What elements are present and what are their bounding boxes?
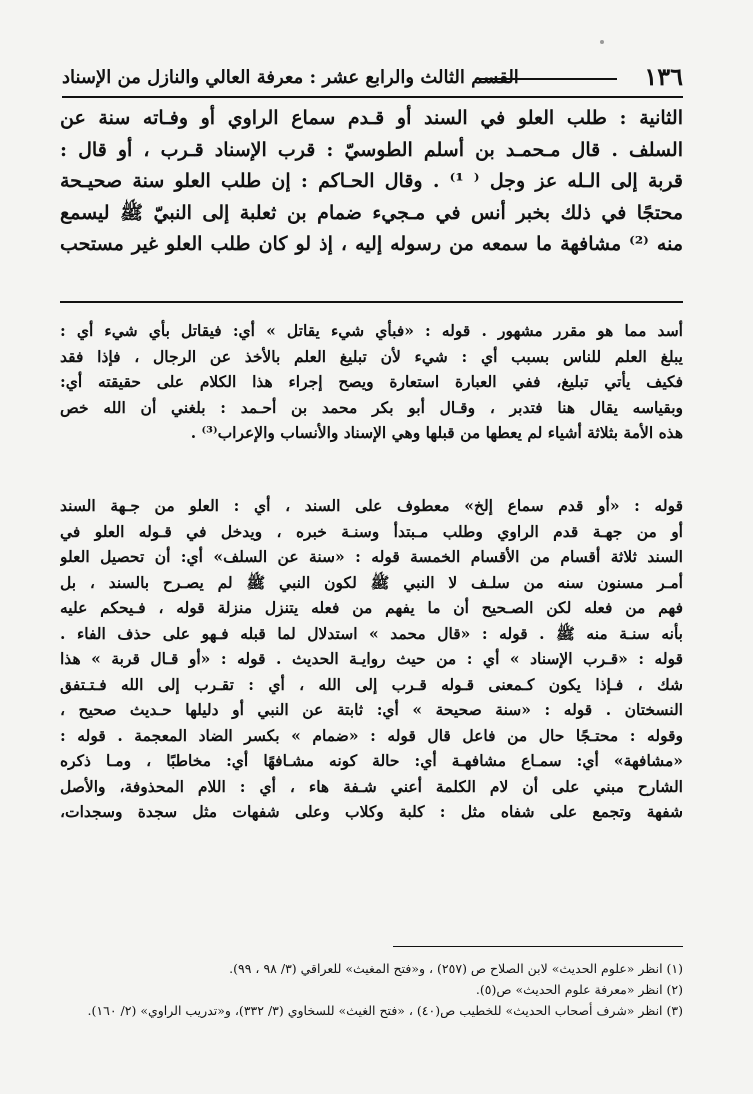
footnote: (١) انظر «علوم الحديث» لابن الصلاح ص (٢٥٧) ، و«فتح المغيث» للعراقي (٣/ ٩٨ ، ٩٩). <box>229 961 683 976</box>
main-separator <box>60 301 683 303</box>
page-number: ١٣٦ <box>644 62 683 91</box>
main-line: منه ⁽²⁾ مشافهة ما سمعه من رسوله إليه ، إذ لو كان طلب العلو غير مستحب <box>60 233 683 255</box>
commentary-line: النسختان . قوله : «سنة صحيحة » أي: ثابتة عن النبي أو دليلها حـديث صحيح ، <box>60 700 683 719</box>
commentary-line: وبقياسه يقال هنا فتدبر ، وقـال أبو بكر محمد بن أحـمد : بلغني أن الله خص <box>60 397 683 417</box>
main-line: الثانية : طلب العلو في السند أو قـدم سماع الراوي أو وفـاته سنة عن <box>60 107 683 129</box>
commentary-line: فكيف يأتي تبليغ، ففي العبارة استعارة ويصح إجراء هذا الكلام على حقيقته أي: <box>60 372 683 391</box>
commentary-line: قوله : «قـرب الإسناد » أي : من حيث روايـة الحديث . قوله : «أو قـال قربة » هذا <box>60 649 683 668</box>
footnote-separator <box>393 946 683 947</box>
commentary-line: يبلغ العلم للناس بسبب أي : شيء لأن تبليغ العلم بالأخذ عن الرجال ، فإذا فقد <box>60 346 683 366</box>
commentary-line: الشارح مبني على أن لام الكلمة أعني شـفة هاء ، أي : اللام المحذوفة، والأصل <box>60 776 683 796</box>
paper-speck <box>600 40 604 44</box>
commentary-line: هذه الأمة بثلاثة أشياء لم يعطها من قبلها وهي الإسناد والأنساب والإعراب⁽³⁾ . <box>190 423 683 442</box>
footnotes <box>60 958 683 1021</box>
page-header <box>62 62 683 98</box>
commentary-line: بأنه سنـة منه ﷺ . قوله : «قال محمد » استدلال لما قبله فـهو على حذف الفاء . <box>60 623 683 643</box>
commentary-part-2 <box>60 493 683 825</box>
commentary-part-1 <box>60 318 683 446</box>
running-title: القسم الثالث والرابع عشر : معرفة العالي والنازل من الإسناد <box>62 67 519 88</box>
commentary-line: أمـر مسنون سنه من سلـف لا النبي ﷺ لكون النبي ﷺ لم يصـرح بالسند ، بل <box>60 572 683 592</box>
commentary-line: أسد مما هو مقرر مشهور . قوله : «فبأي شيء يقاتل » أي: فيقاتل بأي شيء أي : <box>60 321 683 340</box>
commentary-line: شك ، فـإذا يكون كـمعنى قـوله قـرب إلى الله ، أي : تقـرب إلى الله فـتـتفق <box>60 674 683 694</box>
commentary-line: السند ثلاثة أقسام من الأقسام الخمسة قوله : «سنة عن السلف» أي: أن تحصيل العلو <box>60 547 683 566</box>
footnote: (٣) انظر «شرف أصحاب الحديث» للخطيب ص(٤٠) ، «فتح الغيث» للسخاوي (٣/ ٣٣٢)، و«تدريب الراوي» (٢/ ١٦٠). <box>87 1003 683 1018</box>
commentary-line: وقوله : محتـجًا حال من فاعل قال قوله : «ضمام » بكسر الضاد المعجمة . قوله : <box>60 725 683 745</box>
main-text <box>60 103 683 261</box>
main-line: قربة إلى الـله عز وجل ⁽ ¹⁾ . وقال الحـاكم : إن طلب العلو سنة صحيـحة <box>60 170 683 192</box>
footnote: (٢) انظر «معرفة علوم الحديث» ص(٥). <box>475 982 683 997</box>
commentary-line: فهم من فعله لكن الصـحيح أن ما يفهم من فعله يتنزل منزلة قوله ، فـيحكم عليه <box>60 598 683 617</box>
commentary-line: أو من جهـة قدم الراوي وطلب مـبتدأ وسنـة خبره ، ويدخل في قـوله العلو في <box>60 521 683 541</box>
main-line: السلف . قال مـحمـد بن أسلم الطوسيّ : قرب الإسناد قـرب ، أو قال : <box>60 138 683 161</box>
main-line: محتجًا في ذلك بخبر أنس في مـجيء ضمام بن ثعلبة إلى النبيّ ﷺ ليسمع <box>60 201 683 224</box>
commentary-line: قوله : «أو قدم سماع إلخ» معطوف على السند ، أي : العلو من جـهة السند <box>60 496 683 515</box>
commentary-line: شفهة وتجمع على شفاه مثل : كلبة وكلاب وعلى شفهات مثل سجدة وسجدات، <box>60 802 683 821</box>
commentary-line: «مشافهة» أي: سمـاع مشافهـة أي: حالة كونه مشـافهًا أي: مخاطبًا ، ومـا ذكره <box>60 751 683 770</box>
